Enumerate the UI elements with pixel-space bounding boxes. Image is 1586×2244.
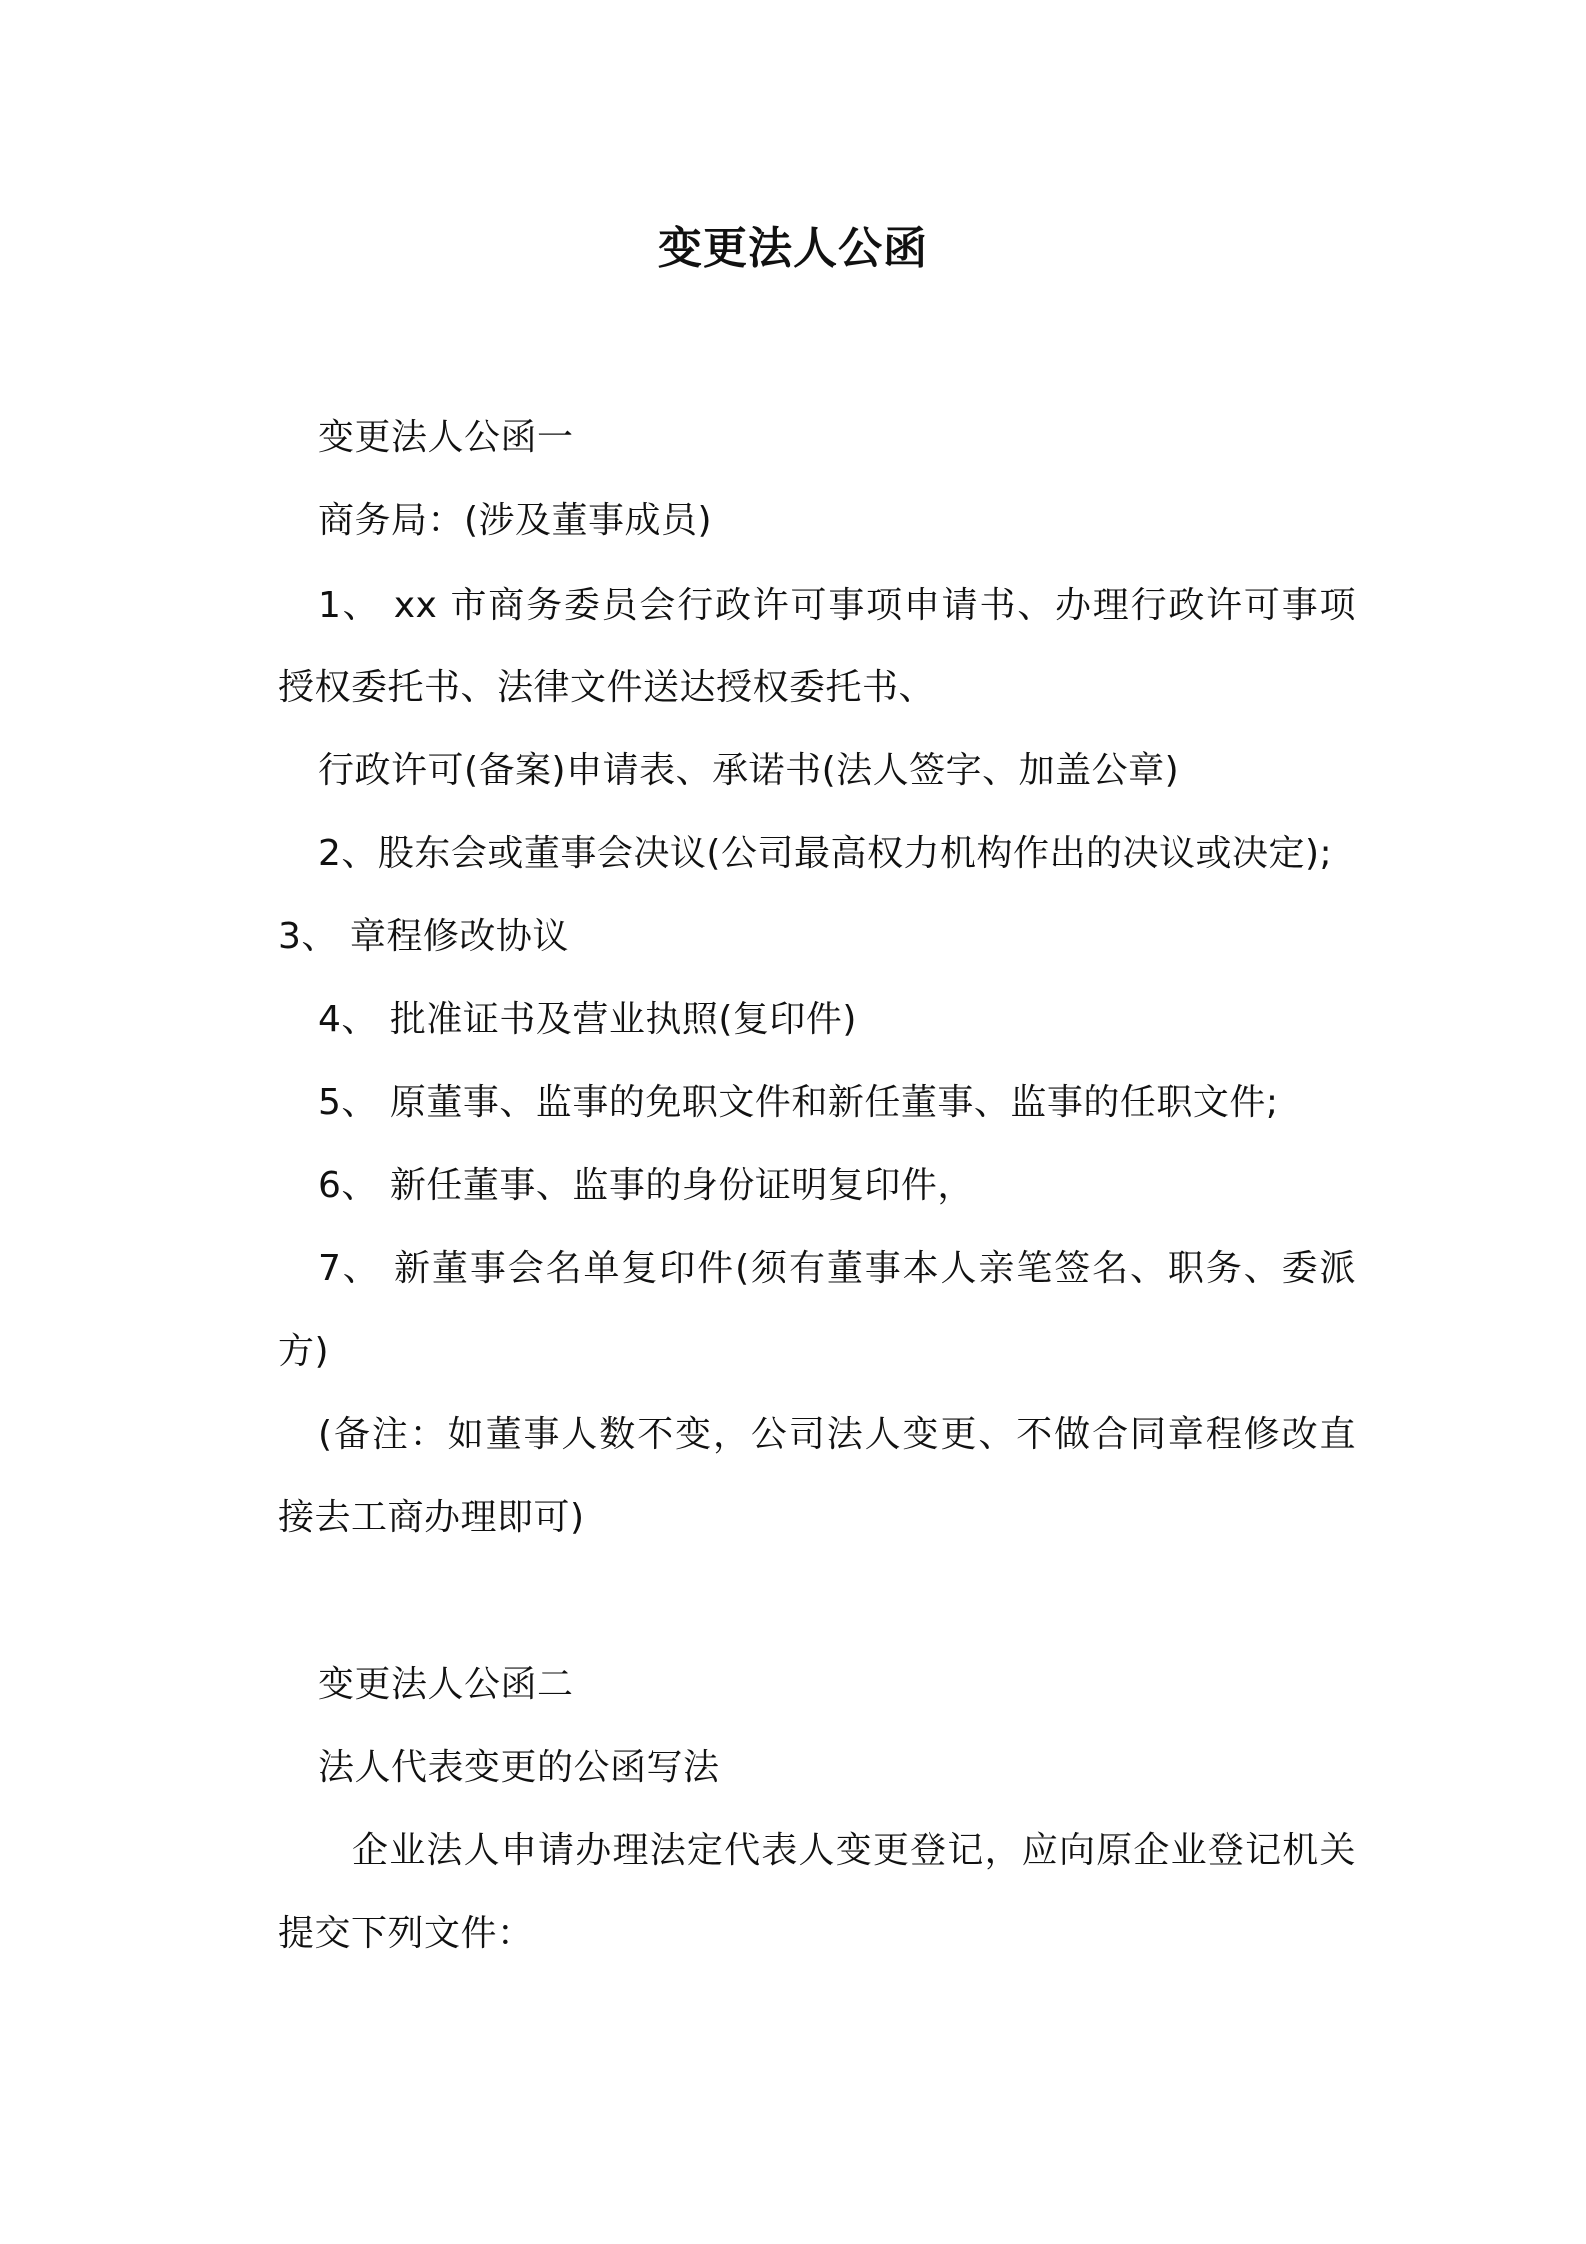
section1-addressee: 商务局：(涉及董事成员) xyxy=(318,500,713,541)
item1-line1: 1、 xx 市商务委员会行政许可事项申请书、办理行政许可事项 xyxy=(318,585,1356,626)
section1-heading: 变更法人公函一 xyxy=(318,417,574,458)
item3: 3、 章程修改协议 xyxy=(278,916,569,957)
section2-para-line2: 提交下列文件： xyxy=(278,1913,534,1954)
item2: 2、股东会或董事会决议(公司最高权力机构作出的决议或决定); xyxy=(318,833,1333,874)
document-title: 变更法人公函 xyxy=(658,223,928,274)
note-line2: 接去工商办理即可) xyxy=(278,1497,585,1538)
item7-line1: 7、 新董事会名单复印件(须有董事本人亲笔签名、职务、委派 xyxy=(318,1248,1356,1289)
item1-line3: 行政许可(备案)申请表、承诺书(法人签字、加盖公章) xyxy=(318,750,1180,791)
section2-heading: 变更法人公函二 xyxy=(318,1664,574,1705)
note-line1: (备注：如董事人数不变，公司法人变更、不做合同章程修改直 xyxy=(318,1414,1356,1455)
item7-line2: 方) xyxy=(278,1331,330,1372)
item5: 5、 原董事、监事的免职文件和新任董事、监事的任职文件; xyxy=(318,1082,1279,1123)
item4: 4、 批准证书及营业执照(复印件) xyxy=(318,999,857,1040)
section2-para-line1: 企业法人申请办理法定代表人变更登记，应向原企业登记机关 xyxy=(352,1830,1356,1871)
item1-line2: 授权委托书、法律文件送达授权委托书、 xyxy=(278,667,936,708)
item6: 6、 新任董事、监事的身份证明复印件， xyxy=(318,1165,974,1206)
section2-subheading: 法人代表变更的公函写法 xyxy=(318,1747,720,1788)
